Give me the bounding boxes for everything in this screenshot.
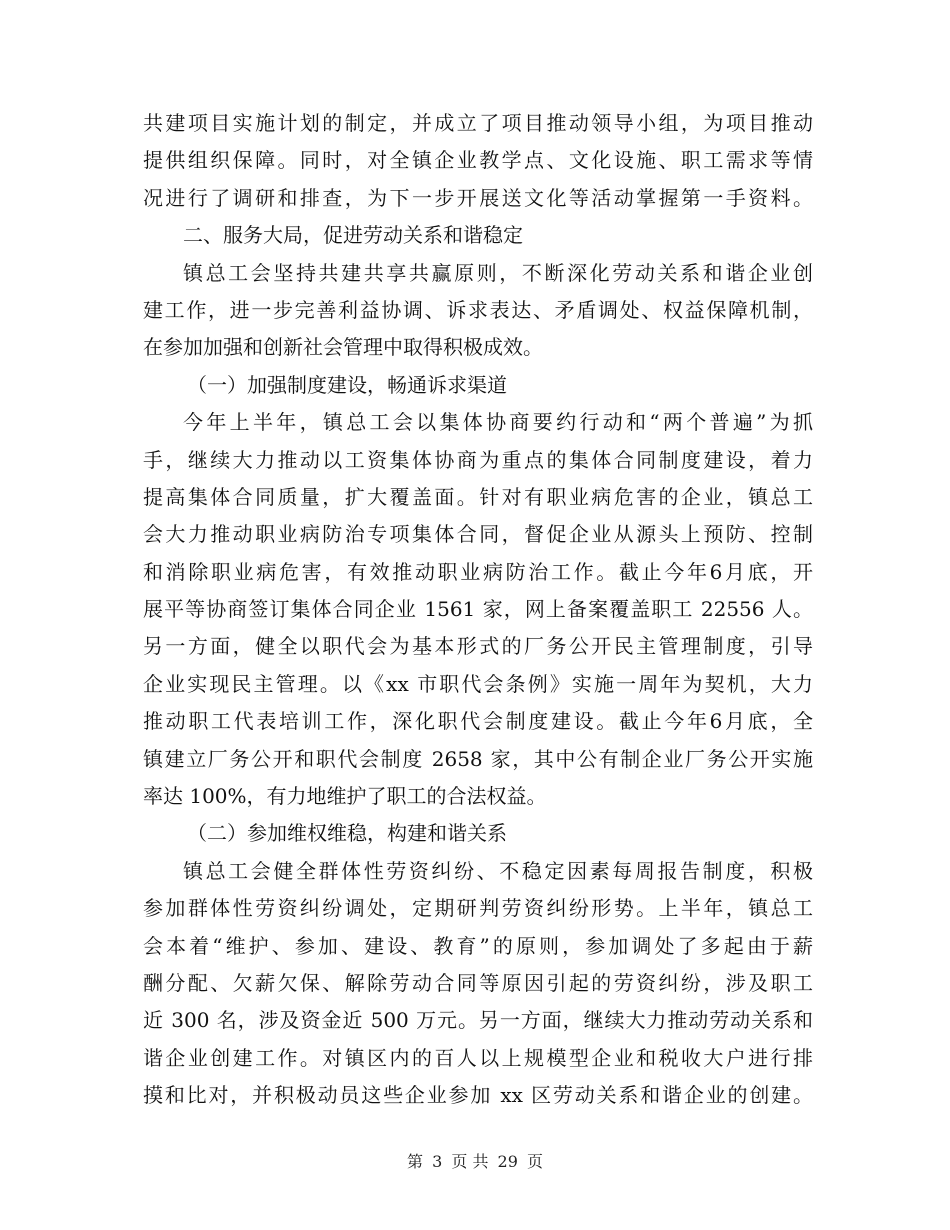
footer-page-number: 3 <box>432 1152 443 1171</box>
text-line: 酬分配、欠薪欠保、解除劳动合同等原因引起的劳资纠纷，涉及职工 <box>143 970 813 995</box>
text-line: 和消除职业病危害，有效推动职业病防治工作。截止今年6月底，开 <box>143 559 813 584</box>
text-line: 手，继续大力推动以工资集体协商为重点的集体合同制度建设，着力 <box>143 447 813 472</box>
text-line: 在参加加强和创新社会管理中取得积极成效。 <box>143 335 543 360</box>
text-line: 况进行了调研和排查，为下一步开展送文化等活动掌握第一手资料。 <box>143 185 813 210</box>
footer-prefix: 第 <box>406 1152 423 1171</box>
text-line: 谐企业创建工作。对镇区内的百人以上规模型企业和税收大户进行排 <box>143 1045 813 1070</box>
footer-total-pages: 29 <box>497 1152 518 1171</box>
footer-suffix: 页 <box>527 1152 544 1171</box>
document-body <box>143 105 813 1115</box>
text-line: 今年上半年，镇总工会以集体协商要约行动和“两个普遍”为抓 <box>183 410 813 435</box>
text-line: 镇总工会坚持共建共享共赢原则，不断深化劳动关系和谐企业创 <box>183 260 813 285</box>
text-line: 二、服务大局，促进劳动关系和谐稳定 <box>183 223 523 248</box>
text-line: 推动职工代表培训工作，深化职代会制度建设。截止今年6月底，全 <box>143 709 813 734</box>
text-line: 参加群体性劳资纠纷调处，定期研判劳资纠纷形势。上半年，镇总工 <box>143 896 813 921</box>
text-line: 共建项目实施计划的制定，并成立了项目推动领导小组，为项目推动 <box>143 111 813 135</box>
text-line: 镇建立厂务公开和职代会制度 2658 家，其中公有制企业厂务公开实施 <box>143 746 813 771</box>
text-line: 展平等协商签订集体合同企业 1561 家，网上备案覆盖职工 22556 人。 <box>143 597 813 622</box>
text-line: 企业实现民主管理。以《xx 市职代会条例》实施一周年为契机，大力 <box>143 671 813 696</box>
page-footer <box>0 1152 950 1172</box>
text-line: 率达 100%，有力地维护了职工的合法权益。 <box>143 784 547 809</box>
text-line: 提供组织保障。同时，对全镇企业教学点、文化设施、职工需求等情 <box>143 148 813 173</box>
text-line: 镇总工会健全群体性劳资纠纷、不稳定因素每周报告制度，积极 <box>183 858 813 883</box>
text-line: 近 300 名，涉及资金近 500 万元。另一方面，继续大力推动劳动关系和 <box>143 1008 813 1033</box>
text-line: （一）加强制度建设，畅通诉求渠道 <box>187 372 507 397</box>
footer-middle: 页 共 <box>451 1152 489 1171</box>
text-line: 会本着“维护、参加、建设、教育”的原则，参加调处了多起由于薪 <box>143 933 813 958</box>
text-line: 会大力推动职业病防治专项集体合同，督促企业从源头上预防、控制 <box>143 522 813 547</box>
text-line: （二）参加维权维稳，构建和谐关系 <box>187 821 507 846</box>
text-line: 建工作，进一步完善利益协调、诉求表达、矛盾调处、权益保障机制， <box>143 297 813 322</box>
text-line: 摸和比对，并积极动员这些企业参加 xx 区劳动关系和谐企业的创建。 <box>143 1083 813 1108</box>
text-line: 另一方面，健全以职代会为基本形式的厂务公开民主管理制度，引导 <box>143 634 813 659</box>
text-line: 提高集体合同质量，扩大覆盖面。针对有职业病危害的企业，镇总工 <box>143 484 813 509</box>
